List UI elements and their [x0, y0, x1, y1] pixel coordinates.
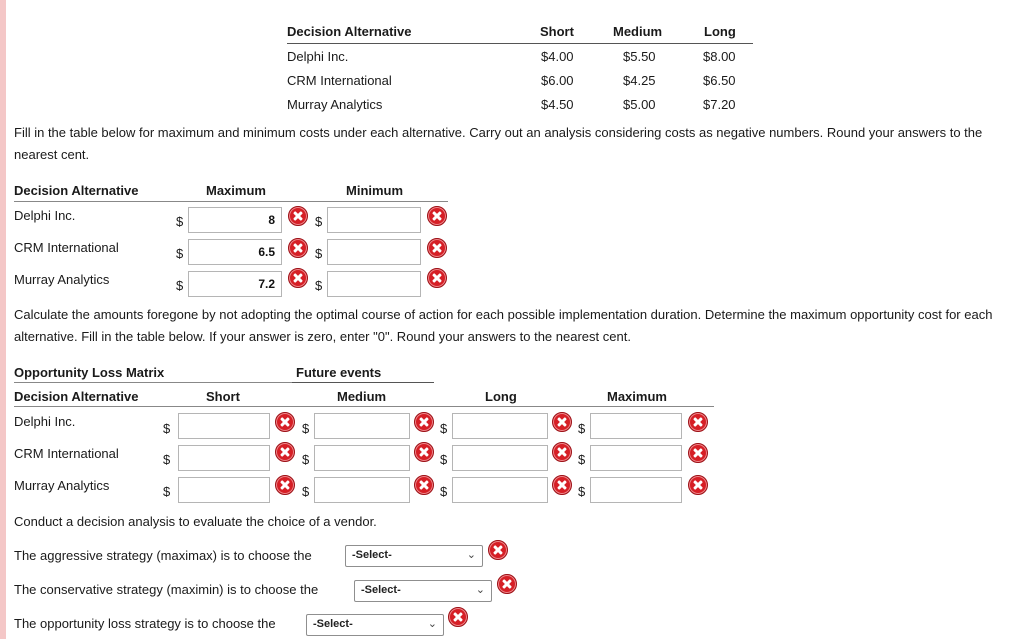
incorrect-icon: [688, 412, 708, 432]
payoff-row-name: CRM International: [287, 73, 392, 88]
currency-sign: $: [176, 214, 184, 229]
delphi-medium-loss-input[interactable]: [314, 413, 410, 439]
future-events-rule: [292, 382, 434, 383]
opportunity-loss-title: Opportunity Loss Matrix: [14, 365, 165, 380]
crm-medium-loss-input[interactable]: [314, 445, 410, 471]
incorrect-icon: [414, 412, 434, 432]
minmax-header-rule: [14, 201, 448, 202]
opp-header-medium: Medium: [337, 389, 387, 404]
chevron-down-icon: ⌄: [427, 618, 437, 630]
incorrect-icon: [275, 412, 295, 432]
minmax-header-maximum: Maximum: [206, 183, 266, 198]
incorrect-icon: [497, 574, 517, 594]
currency-sign: $: [440, 452, 448, 467]
incorrect-icon: [552, 412, 572, 432]
aggressive-strategy-label: The aggressive strategy (maximax) is to choose the: [14, 548, 312, 563]
payoff-header-long: Long: [704, 24, 736, 39]
murray-short-loss-input[interactable]: [178, 477, 270, 503]
left-accent-bar: [0, 0, 6, 639]
incorrect-icon: [552, 442, 572, 462]
delphi-long-loss-input[interactable]: [452, 413, 548, 439]
future-events-label: Future events: [296, 365, 382, 380]
murray-minimum-input[interactable]: [327, 271, 421, 297]
incorrect-icon: [427, 238, 447, 258]
aggressive-strategy-select[interactable]: [345, 545, 483, 567]
chevron-down-icon: ⌄: [466, 549, 476, 561]
aggressive-strategy-value: -Select-: [352, 549, 392, 561]
currency-sign: $: [163, 484, 171, 499]
currency-sign: $: [176, 278, 184, 293]
incorrect-icon: [448, 607, 468, 627]
minmax-instructions: Fill in the table below for maximum and minimum costs under each alternative. Carry out an analysis considering costs as negative numbers. Round your answers to the nearest cent.: [14, 125, 983, 162]
currency-sign: $: [315, 246, 323, 261]
currency-sign: $: [578, 421, 586, 436]
delphi-minimum-input[interactable]: [327, 207, 421, 233]
currency-sign: $: [302, 484, 310, 499]
payoff-header-short: Short: [540, 24, 574, 39]
payoff-header-rule: [287, 43, 753, 44]
currency-sign: $: [315, 278, 323, 293]
chevron-down-icon: ⌄: [475, 584, 485, 596]
opp-row-name: CRM International: [14, 446, 119, 461]
incorrect-icon: [414, 475, 434, 495]
conservative-strategy-select[interactable]: [354, 580, 492, 602]
payoff-cell: $4.25: [623, 73, 656, 88]
incorrect-icon: [552, 475, 572, 495]
incorrect-icon: [427, 206, 447, 226]
payoff-row-name: Delphi Inc.: [287, 49, 349, 64]
opp-header-short: Short: [206, 389, 240, 404]
minmax-row-name: CRM International: [14, 240, 119, 255]
incorrect-icon: [288, 206, 308, 226]
incorrect-icon: [427, 268, 447, 288]
incorrect-icon: [275, 475, 295, 495]
decision-instructions: Conduct a decision analysis to evaluate the choice of a vendor.: [14, 514, 377, 529]
opp-header-rule: [14, 406, 714, 407]
opportunity-strategy-label: The opportunity loss strategy is to choose the: [14, 616, 276, 631]
crm-maximum-loss-input[interactable]: [590, 445, 682, 471]
incorrect-icon: [488, 540, 508, 560]
murray-medium-loss-input[interactable]: [314, 477, 410, 503]
murray-maximum-input[interactable]: [188, 271, 282, 297]
payoff-cell: $5.50: [623, 49, 656, 64]
payoff-cell: $7.20: [703, 97, 736, 112]
currency-sign: $: [578, 452, 586, 467]
minmax-row-name: Delphi Inc.: [14, 208, 76, 223]
opp-row-name: Delphi Inc.: [14, 414, 76, 429]
currency-sign: $: [578, 484, 586, 499]
payoff-cell: $4.50: [541, 97, 574, 112]
crm-maximum-input[interactable]: [188, 239, 282, 265]
murray-maximum-loss-input[interactable]: [590, 477, 682, 503]
currency-sign: $: [440, 484, 448, 499]
currency-sign: $: [302, 452, 310, 467]
payoff-cell: $6.00: [541, 73, 574, 88]
opp-header-long: Long: [485, 389, 517, 404]
payoff-cell: $6.50: [703, 73, 736, 88]
currency-sign: $: [302, 421, 310, 436]
delphi-maximum-loss-input[interactable]: [590, 413, 682, 439]
payoff-cell: $4.00: [541, 49, 574, 64]
opportunity-strategy-value: -Select-: [313, 618, 353, 630]
opportunity-instructions: Calculate the amounts foregone by not adopting the optimal course of action for each possible implementation duration. Determine the maximum opportunity cost for each alternative. Fill in the table below. If your answer is zero, enter "0". Round your answers to the nearest cent.: [14, 307, 993, 344]
minmax-header-minimum: Minimum: [346, 183, 404, 198]
crm-minimum-input[interactable]: [327, 239, 421, 265]
conservative-strategy-label: The conservative strategy (maximin) is to choose the: [14, 582, 319, 597]
payoff-header-medium: Medium: [613, 24, 663, 39]
opp-row-name: Murray Analytics: [14, 478, 110, 493]
payoff-row-name: Murray Analytics: [287, 97, 383, 112]
payoff-header-alternative: Decision Alternative: [287, 24, 412, 39]
payoff-cell: $5.00: [623, 97, 656, 112]
delphi-maximum-input[interactable]: [188, 207, 282, 233]
incorrect-icon: [688, 443, 708, 463]
opp-header-alternative: Decision Alternative: [14, 389, 139, 404]
currency-sign: $: [440, 421, 448, 436]
conservative-strategy-value: -Select-: [361, 584, 401, 596]
incorrect-icon: [275, 442, 295, 462]
opp-header-maximum: Maximum: [607, 389, 667, 404]
currency-sign: $: [315, 214, 323, 229]
incorrect-icon: [288, 268, 308, 288]
minmax-header-alternative: Decision Alternative: [14, 183, 139, 198]
currency-sign: $: [163, 421, 171, 436]
payoff-cell: $8.00: [703, 49, 736, 64]
incorrect-icon: [414, 442, 434, 462]
murray-long-loss-input[interactable]: [452, 477, 548, 503]
currency-sign: $: [176, 246, 184, 261]
currency-sign: $: [163, 452, 171, 467]
minmax-row-name: Murray Analytics: [14, 272, 110, 287]
incorrect-icon: [688, 475, 708, 495]
crm-long-loss-input[interactable]: [452, 445, 548, 471]
delphi-short-loss-input[interactable]: [178, 413, 270, 439]
opportunity-strategy-select[interactable]: [306, 614, 444, 636]
crm-short-loss-input[interactable]: [178, 445, 270, 471]
incorrect-icon: [288, 238, 308, 258]
